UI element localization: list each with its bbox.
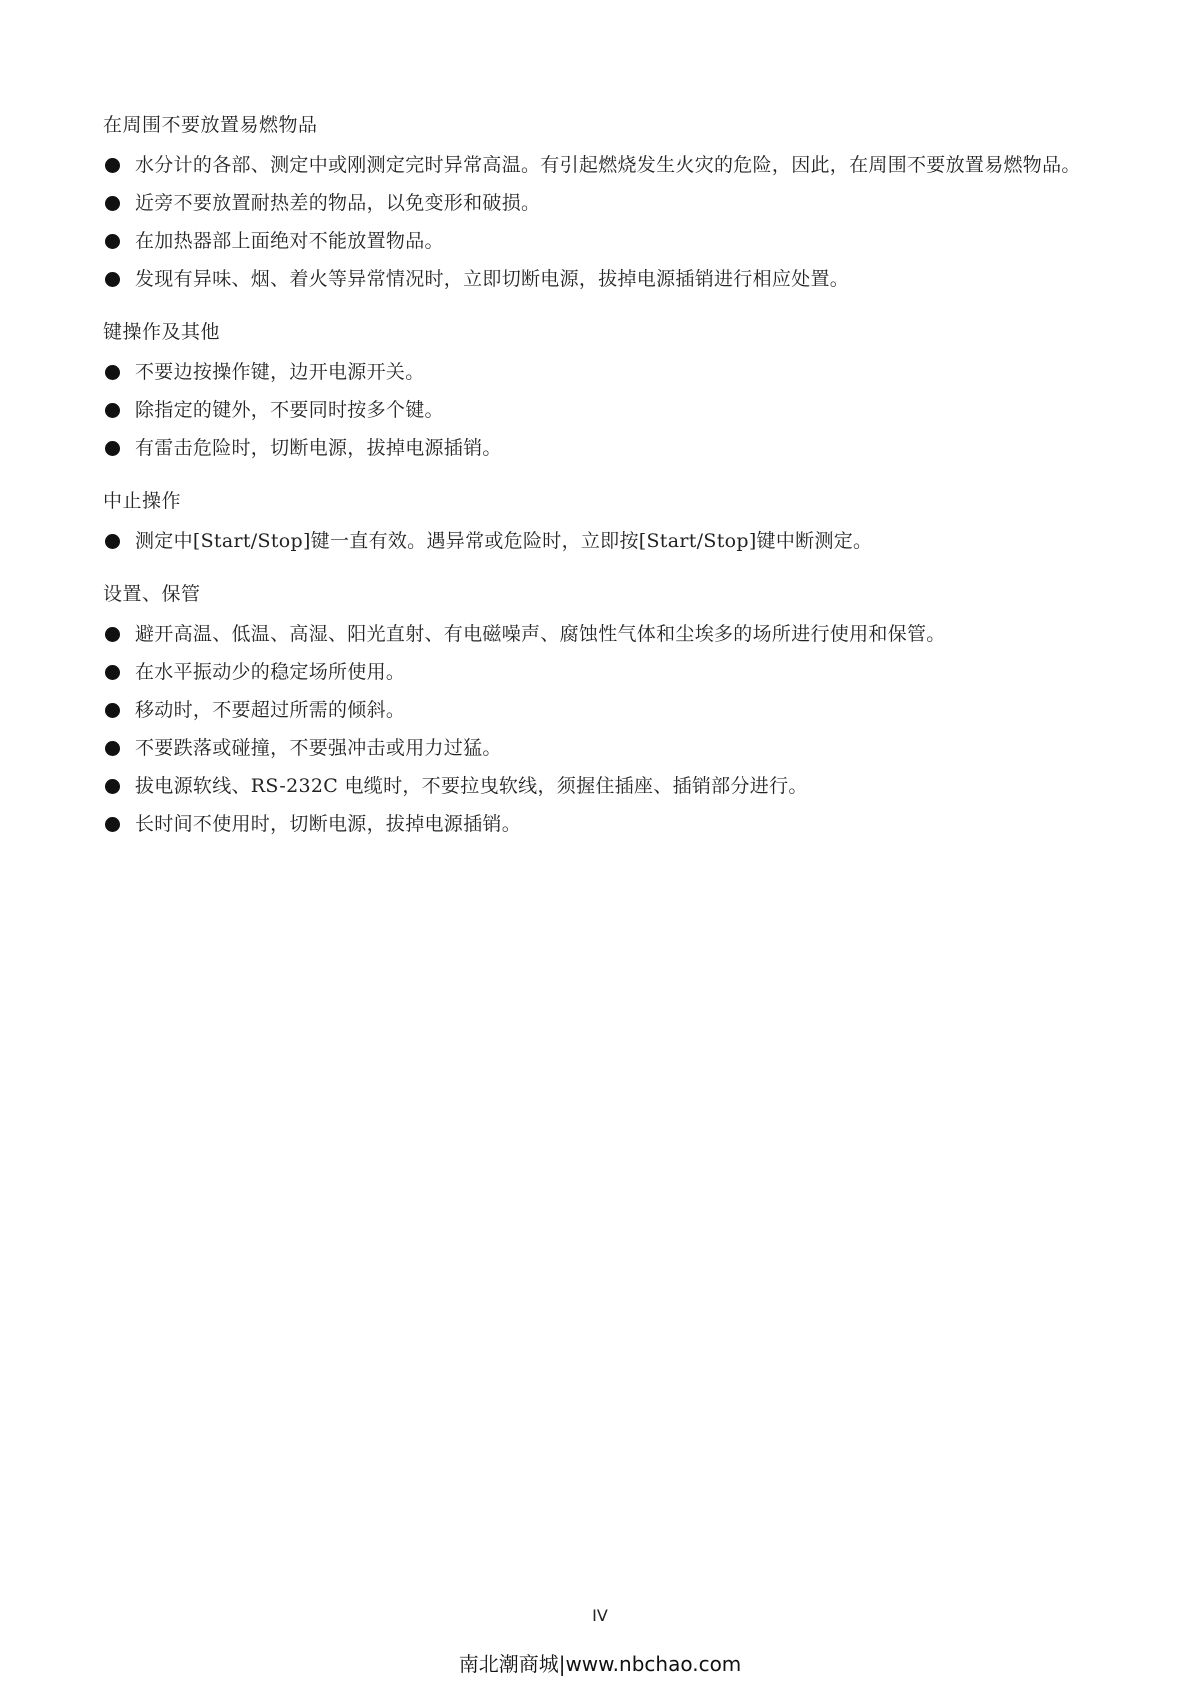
section-flammables	[103, 110, 1113, 297]
list-item	[103, 431, 1113, 466]
list-item	[103, 148, 1113, 183]
bullet-dot-icon	[105, 441, 120, 456]
list-item-text: 发现有异味、烟、着火等异常情况时，立即切断电源，拔掉电源插销进行相应处置。	[135, 268, 850, 290]
bullet-dot-icon	[105, 741, 120, 756]
footer-brand: 南北潮商城|www.nbchao.com	[458, 1652, 742, 1676]
list-item	[103, 731, 1113, 766]
list-item	[103, 807, 1113, 842]
section-heading: 中止操作	[103, 490, 182, 512]
bullet-list	[103, 524, 1113, 559]
list-item	[103, 393, 1113, 428]
section-installation-storage	[103, 579, 1113, 842]
bullet-list	[103, 148, 1113, 297]
section-stop-operation	[103, 486, 1113, 559]
list-item-text: 长时间不使用时，切断电源，拔掉电源插销。	[135, 813, 522, 835]
bullet-dot-icon	[105, 703, 120, 718]
bullet-dot-icon	[105, 665, 120, 680]
list-item-text: 拔电源软线、RS-232C 电缆时，不要拉曳软线，须握住插座、插销部分进行。	[135, 775, 808, 797]
bullet-dot-icon	[105, 158, 120, 173]
bullet-dot-icon	[105, 534, 120, 549]
bullet-dot-icon	[105, 196, 120, 211]
bullet-dot-icon	[105, 234, 120, 249]
list-item	[103, 524, 1113, 559]
list-item	[103, 769, 1113, 804]
bullet-dot-icon	[105, 627, 120, 642]
list-item-text: 测定中[Start/Stop]键一直有效。遇异常或危险时，立即按[Start/Stop]键中断测定。	[135, 530, 873, 552]
bullet-dot-icon	[105, 365, 120, 380]
bullet-dot-icon	[105, 779, 120, 794]
bullet-dot-icon	[105, 272, 120, 287]
list-item-text: 避开高温、低温、高湿、阳光直射、有电磁噪声、腐蚀性气体和尘埃多的场所进行使用和保管。	[135, 623, 946, 645]
list-item	[103, 186, 1113, 221]
list-item-text: 移动时，不要超过所需的倾斜。	[135, 699, 406, 721]
bullet-list	[103, 617, 1113, 842]
section-heading: 在周围不要放置易燃物品	[103, 114, 318, 136]
section-heading: 设置、保管	[103, 583, 201, 605]
list-item	[103, 617, 1113, 652]
list-item-text: 在加热器部上面绝对不能放置物品。	[135, 230, 444, 252]
list-item-text: 不要跌落或碰撞，不要强冲击或用力过猛。	[135, 737, 502, 759]
list-item-text: 近旁不要放置耐热差的物品，以免变形和破损。	[135, 192, 541, 214]
list-item-text: 不要边按操作键，边开电源开关。	[135, 361, 425, 383]
list-item-text: 有雷击危险时，切断电源，拔掉电源插销。	[135, 437, 502, 459]
section-key-operation	[103, 317, 1113, 466]
list-item-text: 在水平振动少的稳定场所使用。	[135, 661, 406, 683]
list-item-text: 除指定的键外，不要同时按多个键。	[135, 399, 444, 421]
list-item	[103, 693, 1113, 728]
bullet-dot-icon	[105, 403, 120, 418]
document-body	[103, 110, 1113, 862]
list-item-text: 水分计的各部、测定中或刚测定完时异常高温。有引起燃烧发生火灾的危险，因此，在周围不要放置易燃物品。	[135, 154, 1081, 176]
bullet-list	[103, 355, 1113, 466]
page-number: IV	[592, 1606, 608, 1625]
list-item	[103, 355, 1113, 390]
list-item	[103, 224, 1113, 259]
section-heading: 键操作及其他	[103, 321, 221, 343]
list-item	[103, 262, 1113, 297]
bullet-dot-icon	[105, 817, 120, 832]
list-item	[103, 655, 1113, 690]
